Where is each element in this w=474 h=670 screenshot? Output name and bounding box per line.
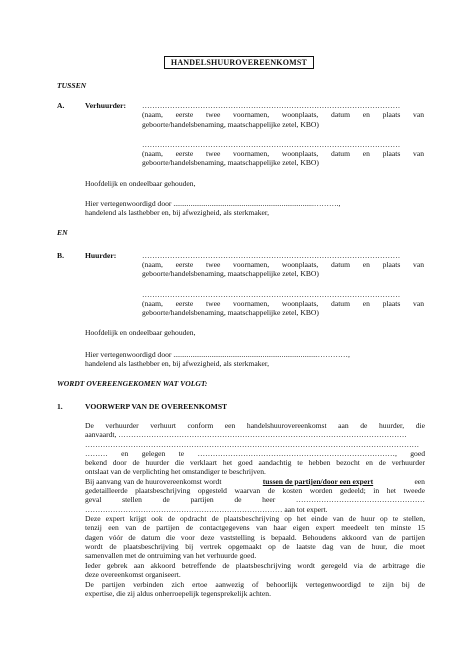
party-a-line-2: ………………………………………………………………………………………… <box>142 140 401 149</box>
party-b-letter: B. <box>57 251 64 260</box>
s1-line-6: ontslaat van de verplichting het omstandiger te beschrijven. <box>85 467 266 476</box>
party-b-jointly: Hoofdelijk en ondeelbaar gehouden, <box>85 328 196 337</box>
s1-p2-post: een <box>414 477 425 486</box>
party-b-representative: Hier vertegenwoordigd door ............................................................................…………, <box>85 350 350 359</box>
s1-p4-line-2: deze overeenkomst organiseert. <box>85 570 181 579</box>
party-b-desc-2b: geboorte/handelsbenaming, maatschappelijke zetel, KBO) <box>142 308 319 317</box>
s1-p3-line-2: tenzij een van de partijen de contactgegevens van haar eigen expert meedeelt ten minste 15 <box>85 523 425 532</box>
party-a-representative: Hier vertegenwoordigd door ..........................................................................………., <box>85 199 341 208</box>
tussen-label: TUSSEN <box>57 81 87 90</box>
section-1-heading: VOORWERP VAN DE OVEREENKOMST <box>85 402 228 411</box>
party-a-desc-2b: geboorte/handelsbenaming, maatschappelijke zetel, KBO) <box>142 158 319 167</box>
party-a-desc-1a: (naam, eerste twee voornamen, woonplaats, datum en plaats van <box>142 110 424 119</box>
party-b-desc-1a: (naam, eerste twee voornamen, woonplaats, datum en plaats van <box>142 260 424 269</box>
party-b-label: Huurder: <box>85 251 117 260</box>
s1-p2-line-2: gedetailleerde plaatsbeschrijving opgesteld waarvan de kosten worden gedeeld; in het tweede <box>85 486 425 495</box>
party-b-line-1: ………………………………………………………………………………………… <box>142 251 401 260</box>
party-b-capacity: handelend als lasthebber en, bij afwezigheid, als sterkmaker, <box>85 359 269 368</box>
s1-p4-line-1: Ieder gebrek aan akkoord betreffende de plaatsbeschrijving wordt geregeld via de arbitrage die <box>85 561 425 570</box>
s1-p3-line-5: samenvallen met de ontruiming van het verhuurde goed. <box>85 551 257 560</box>
party-a-line-1: ………………………………………………………………………………………… <box>142 101 401 110</box>
s1-p2-bold: tussen de partijen/door een expert <box>262 477 374 486</box>
party-b-line-2: ………………………………………………………………………………………… <box>142 290 401 299</box>
party-a-desc-2a: (naam, eerste twee voornamen, woonplaats, datum en plaats van <box>142 149 424 158</box>
s1-line-2: aanvaardt, …………………………………………………………………………………………………… <box>85 430 407 439</box>
party-b-desc-1b: geboorte/handelsbenaming, maatschappelijke zetel, KBO) <box>142 269 319 278</box>
s1-p3-line-1: Deze expert krijgt ook de opdracht de plaatsbeschrijving op het einde van de huur op te stellen, <box>85 514 425 523</box>
s1-line-5: bekend door de huurder die verklaart het goed aandachtig te hebben bezocht en de verhuurder <box>85 458 425 467</box>
s1-line-1: De verhuurder verhuurt conform een handelshuurovereenkomst aan de huurder, die <box>85 421 425 430</box>
s1-p3-line-3: dagen vóór de datum die voor deze vaststelling is bepaald. Behoudens akkoord van de partijen <box>85 533 425 542</box>
party-a-letter: A. <box>57 101 65 110</box>
s1-line-3: …………………………………………………………………………………………………………………… <box>85 440 420 449</box>
party-b-desc-2a: (naam, eerste twee voornamen, woonplaats, datum en plaats van <box>142 299 424 308</box>
s1-p5-line-2: expertise, die zij aldus onherroepelijk tegensprekelijk achten. <box>85 589 271 598</box>
party-a-label: Verhuurder: <box>85 101 127 110</box>
party-a-desc-1b: geboorte/handelsbenaming, maatschappelijke zetel, KBO) <box>142 120 319 129</box>
party-a-capacity: handelend als lasthebber en, bij afwezigheid, als sterkmaker, <box>85 208 269 217</box>
s1-p5-line-1: De partijen verbinden zich ertoe aanwezig of behoorlijk vertegenwoordigd te zijn bij de <box>85 580 425 589</box>
s1-p3-line-4: wordt de plaatsbeschrijving bij vertrek opgemaakt op de laatste dag van de huur, die moet <box>85 542 425 551</box>
section-1-number: 1. <box>57 402 63 411</box>
s1-p2-line-1 <box>85 477 425 486</box>
s1-p2-pre: Bij aanvang van de huurovereenkomst wordt <box>85 477 222 486</box>
en-label: EN <box>57 228 68 237</box>
party-a-jointly: Hoofdelijk en ondeelbaar gehouden, <box>85 179 196 188</box>
s1-p2-line-3: geval stellen de partijen de heer …………………………………………… <box>85 495 425 504</box>
document-title: HANDELSHUUROVEREENKOMST <box>164 56 314 69</box>
s1-line-4: ……… en gelegen te ……………………………………………………………………, goed <box>85 449 425 458</box>
agreement-heading: WORDT OVEREENGEKOMEN WAT VOLGT: <box>57 379 208 388</box>
s1-p2-line-4: …………………………………………………………………… aan tot expert. <box>85 505 328 514</box>
